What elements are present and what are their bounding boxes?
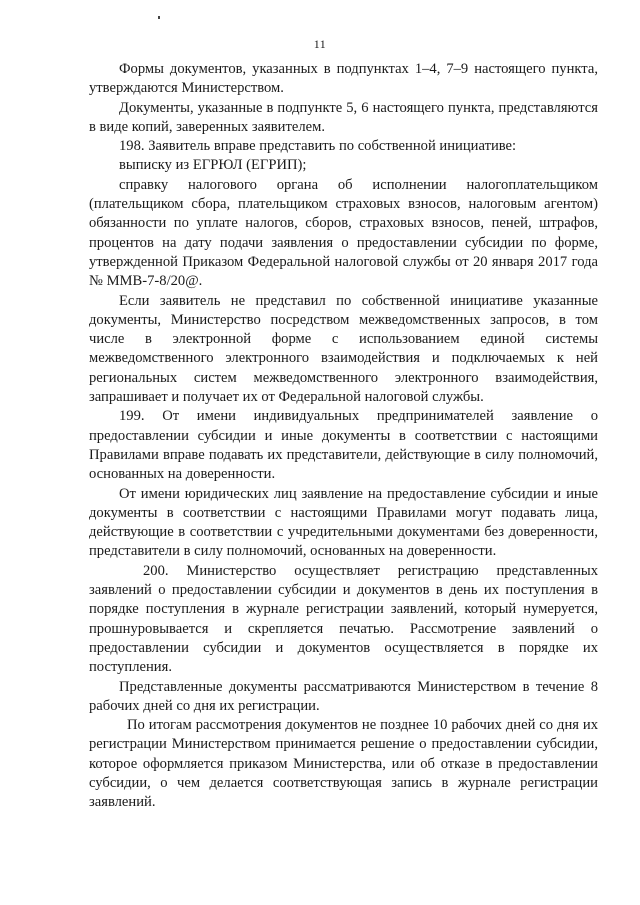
paragraph-198-intro: 198. Заявитель вправе представить по собственной инициативе:: [119, 138, 517, 155]
paragraph-egrul-extract: выписку из ЕГРЮЛ (ЕГРИП);: [119, 157, 307, 174]
page-number: 11: [313, 37, 327, 51]
scan-mark: [158, 16, 160, 19]
paragraph-legal-entities: От имени юридических лиц заявление на предоставление субсидии и иные документы в соответствии с настоящими Правилами могут подавать лица, действующие в соответствии с учредительными документами без доверенности, представители в силу полномочий, основанных на доверенности.: [89, 485, 598, 560]
paragraph-interagency-requests: Если заявитель не представил по собственной инициативе указанные документы, Министерство посредством межведомственных запросов, в том числе в электронной форме с использованием единой системы межведомственного электронного взаимодействия и подключаемых к ней региональных систем межведомственного электронного взаимодействия, запрашивает и получает их от Федеральной налоговой службы.: [89, 292, 598, 406]
paragraph-199-representatives: 199. От имени индивидуальных предпринимателей заявление о предоставлении субсидии и иные документы в соответствии с настоящими Правилами вправе подавать их представители, действующие в силу полномочий, основанных на доверенности.: [89, 408, 598, 483]
paragraph-forms-approval: Формы документов, указанных в подпунктах 1–4, 7–9 настоящего пункта, утверждаются Министерством.: [89, 61, 598, 97]
paragraph-200-registration: 200. Министерство осуществляет регистрацию представленных заявлений о предоставлении субсидии и документов в день их поступления в порядке поступления в журнале регистрации заявлений, который нумеруется, прошнуровывается и скрепляется печатью. Рассмотрение заявлений о предоставлении субсидии и документов осуществляется в порядке их поступления.: [89, 562, 598, 676]
paragraph-copies: Документы, указанные в подпункте 5, 6 настоящего пункта, представляются в виде копий, заверенных заявителем.: [89, 99, 598, 135]
paragraph-review-period: Представленные документы рассматриваются Министерством в течение 8 рабочих дней со дня их регистрации.: [89, 678, 598, 714]
paragraph-decision: По итогам рассмотрения документов не позднее 10 рабочих дней со дня их регистрации Министерством принимается решение о предоставлении субсидии, которое оформляется приказом Министерства, или об отказе в предоставлении субсидии, о чем делается соответствующая запись в журнале регистрации заявлений.: [89, 717, 598, 811]
document-body: [89, 60, 598, 813]
paragraph-tax-certificate: справку налогового органа об исполнении налогоплательщиком (плательщиком сбора, плательщиком страховых взносов, налоговым агентом) обязанности по уплате налогов, сборов, страховых взносов, пеней, штрафов, процентов на дату подачи заявления о предоставлении субсидии по форме, утвержденной Приказом Федеральной налоговой службы от 20 января 2017 года № ММВ-7-8/20@.: [89, 176, 598, 290]
